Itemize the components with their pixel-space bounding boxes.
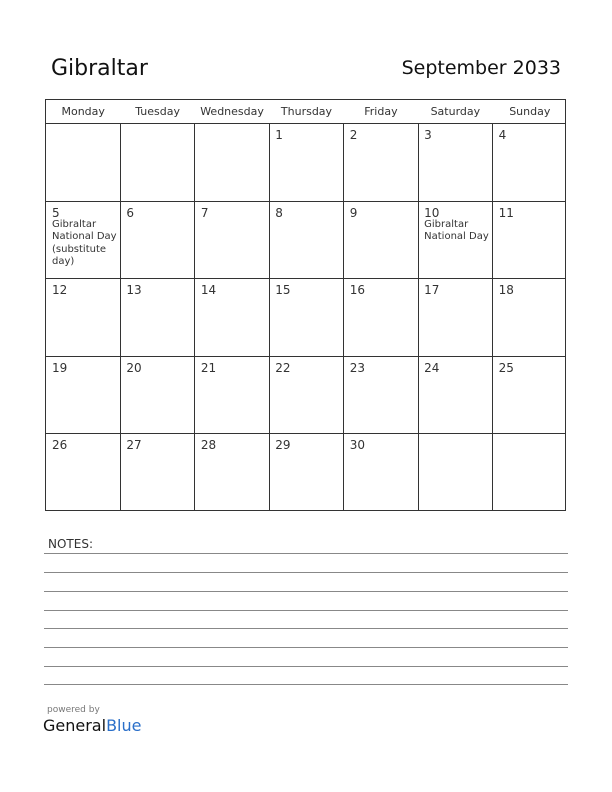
holiday-label: Gibraltar National Day (substitute day) — [52, 218, 117, 268]
day-number: 24 — [424, 360, 440, 375]
day-cell — [269, 357, 343, 435]
day-number: 17 — [424, 283, 440, 298]
day-number: 23 — [349, 360, 365, 375]
notes-line — [44, 647, 568, 648]
day-cell — [418, 279, 492, 357]
day-number: 5 — [52, 205, 60, 220]
grid-row-divider — [46, 201, 565, 202]
notes-line — [44, 684, 568, 685]
day-cell — [120, 124, 194, 202]
day-cell — [195, 434, 269, 512]
day-number: 26 — [52, 438, 68, 453]
notes-line — [44, 572, 568, 573]
country-title: Gibraltar — [51, 56, 148, 81]
day-cell — [344, 124, 418, 202]
grid-column-divider — [418, 124, 419, 510]
day-cell — [120, 279, 194, 357]
day-number: 29 — [275, 438, 291, 453]
day-number: 6 — [126, 205, 135, 220]
day-number: 27 — [126, 438, 142, 453]
grid-row-divider — [46, 356, 565, 357]
day-cell — [418, 434, 492, 512]
notes-line — [44, 610, 568, 611]
grid-column-divider — [269, 124, 270, 510]
notes-line — [44, 591, 568, 592]
grid-row-divider — [46, 278, 565, 279]
day-number: 7 — [200, 205, 209, 220]
day-cell — [493, 357, 567, 435]
day-number: 12 — [52, 283, 68, 298]
grid-column-divider — [194, 124, 195, 510]
day-cell — [120, 202, 194, 280]
weekday-saturday: Saturday — [430, 105, 481, 118]
day-number: 14 — [200, 283, 217, 298]
day-number: 3 — [424, 128, 432, 142]
day-number: 15 — [275, 283, 291, 298]
generalblue-logo — [43, 716, 141, 735]
day-cell — [195, 202, 269, 280]
day-cell — [418, 202, 492, 280]
day-cell — [344, 279, 418, 357]
day-number: 11 — [498, 205, 514, 220]
day-number: 16 — [349, 283, 365, 298]
weekday-thursday: Thursday — [280, 105, 333, 118]
logo-general: General — [43, 716, 107, 735]
day-number: 13 — [126, 283, 142, 298]
notes-line — [44, 666, 568, 667]
day-cell — [344, 202, 418, 280]
notes-label: NOTES: — [48, 537, 93, 551]
day-cell — [269, 124, 343, 202]
day-cell — [46, 202, 120, 280]
day-number: 19 — [52, 360, 68, 375]
day-cell — [269, 279, 343, 357]
calendar-grid — [45, 99, 566, 511]
day-cell — [195, 279, 269, 357]
weekday-wednesday: Wednesday — [200, 105, 264, 118]
day-cell — [46, 279, 120, 357]
day-cell — [269, 434, 343, 512]
day-cell — [120, 357, 194, 435]
day-cell — [344, 357, 418, 435]
day-cell — [493, 279, 567, 357]
day-number: 21 — [200, 360, 217, 375]
weekday-header-row — [46, 100, 565, 124]
powered-by-text: powered by — [47, 705, 100, 715]
day-cell — [493, 202, 567, 280]
day-cell — [493, 434, 567, 512]
grid-column-divider — [492, 124, 493, 510]
day-number: 28 — [200, 438, 217, 453]
day-number: 18 — [498, 283, 514, 298]
day-cell — [493, 124, 567, 202]
day-cell — [195, 357, 269, 435]
grid-column-divider — [343, 124, 344, 510]
day-cell — [46, 124, 120, 202]
grid-row-divider — [46, 433, 565, 434]
day-cell — [344, 434, 418, 512]
day-cell — [46, 434, 120, 512]
day-number: 30 — [349, 438, 365, 453]
day-number: 2 — [349, 128, 358, 142]
day-cell — [418, 357, 492, 435]
weekday-sunday: Sunday — [509, 105, 551, 118]
day-number: 1 — [275, 128, 283, 142]
day-number: 25 — [498, 360, 514, 375]
day-number: 4 — [498, 128, 507, 142]
holiday-label: Gibraltar National Day — [424, 218, 489, 243]
notes-line — [44, 628, 568, 629]
day-cell — [269, 202, 343, 280]
grid-column-divider — [120, 124, 121, 510]
day-cell — [418, 124, 492, 202]
month-year-title: September 2033 — [401, 57, 561, 79]
weekday-monday: Monday — [61, 105, 105, 118]
logo-blue: Blue — [106, 716, 142, 735]
day-number: 9 — [349, 205, 358, 220]
day-cell — [120, 434, 194, 512]
day-cell — [46, 357, 120, 435]
notes-line — [44, 553, 568, 554]
day-number: 8 — [275, 205, 283, 220]
day-number: 20 — [126, 360, 142, 375]
day-number: 22 — [275, 360, 291, 375]
day-cell — [195, 124, 269, 202]
weekday-tuesday: Tuesday — [135, 105, 181, 118]
weekday-friday: Friday — [364, 105, 398, 118]
day-number: 10 — [424, 205, 440, 220]
